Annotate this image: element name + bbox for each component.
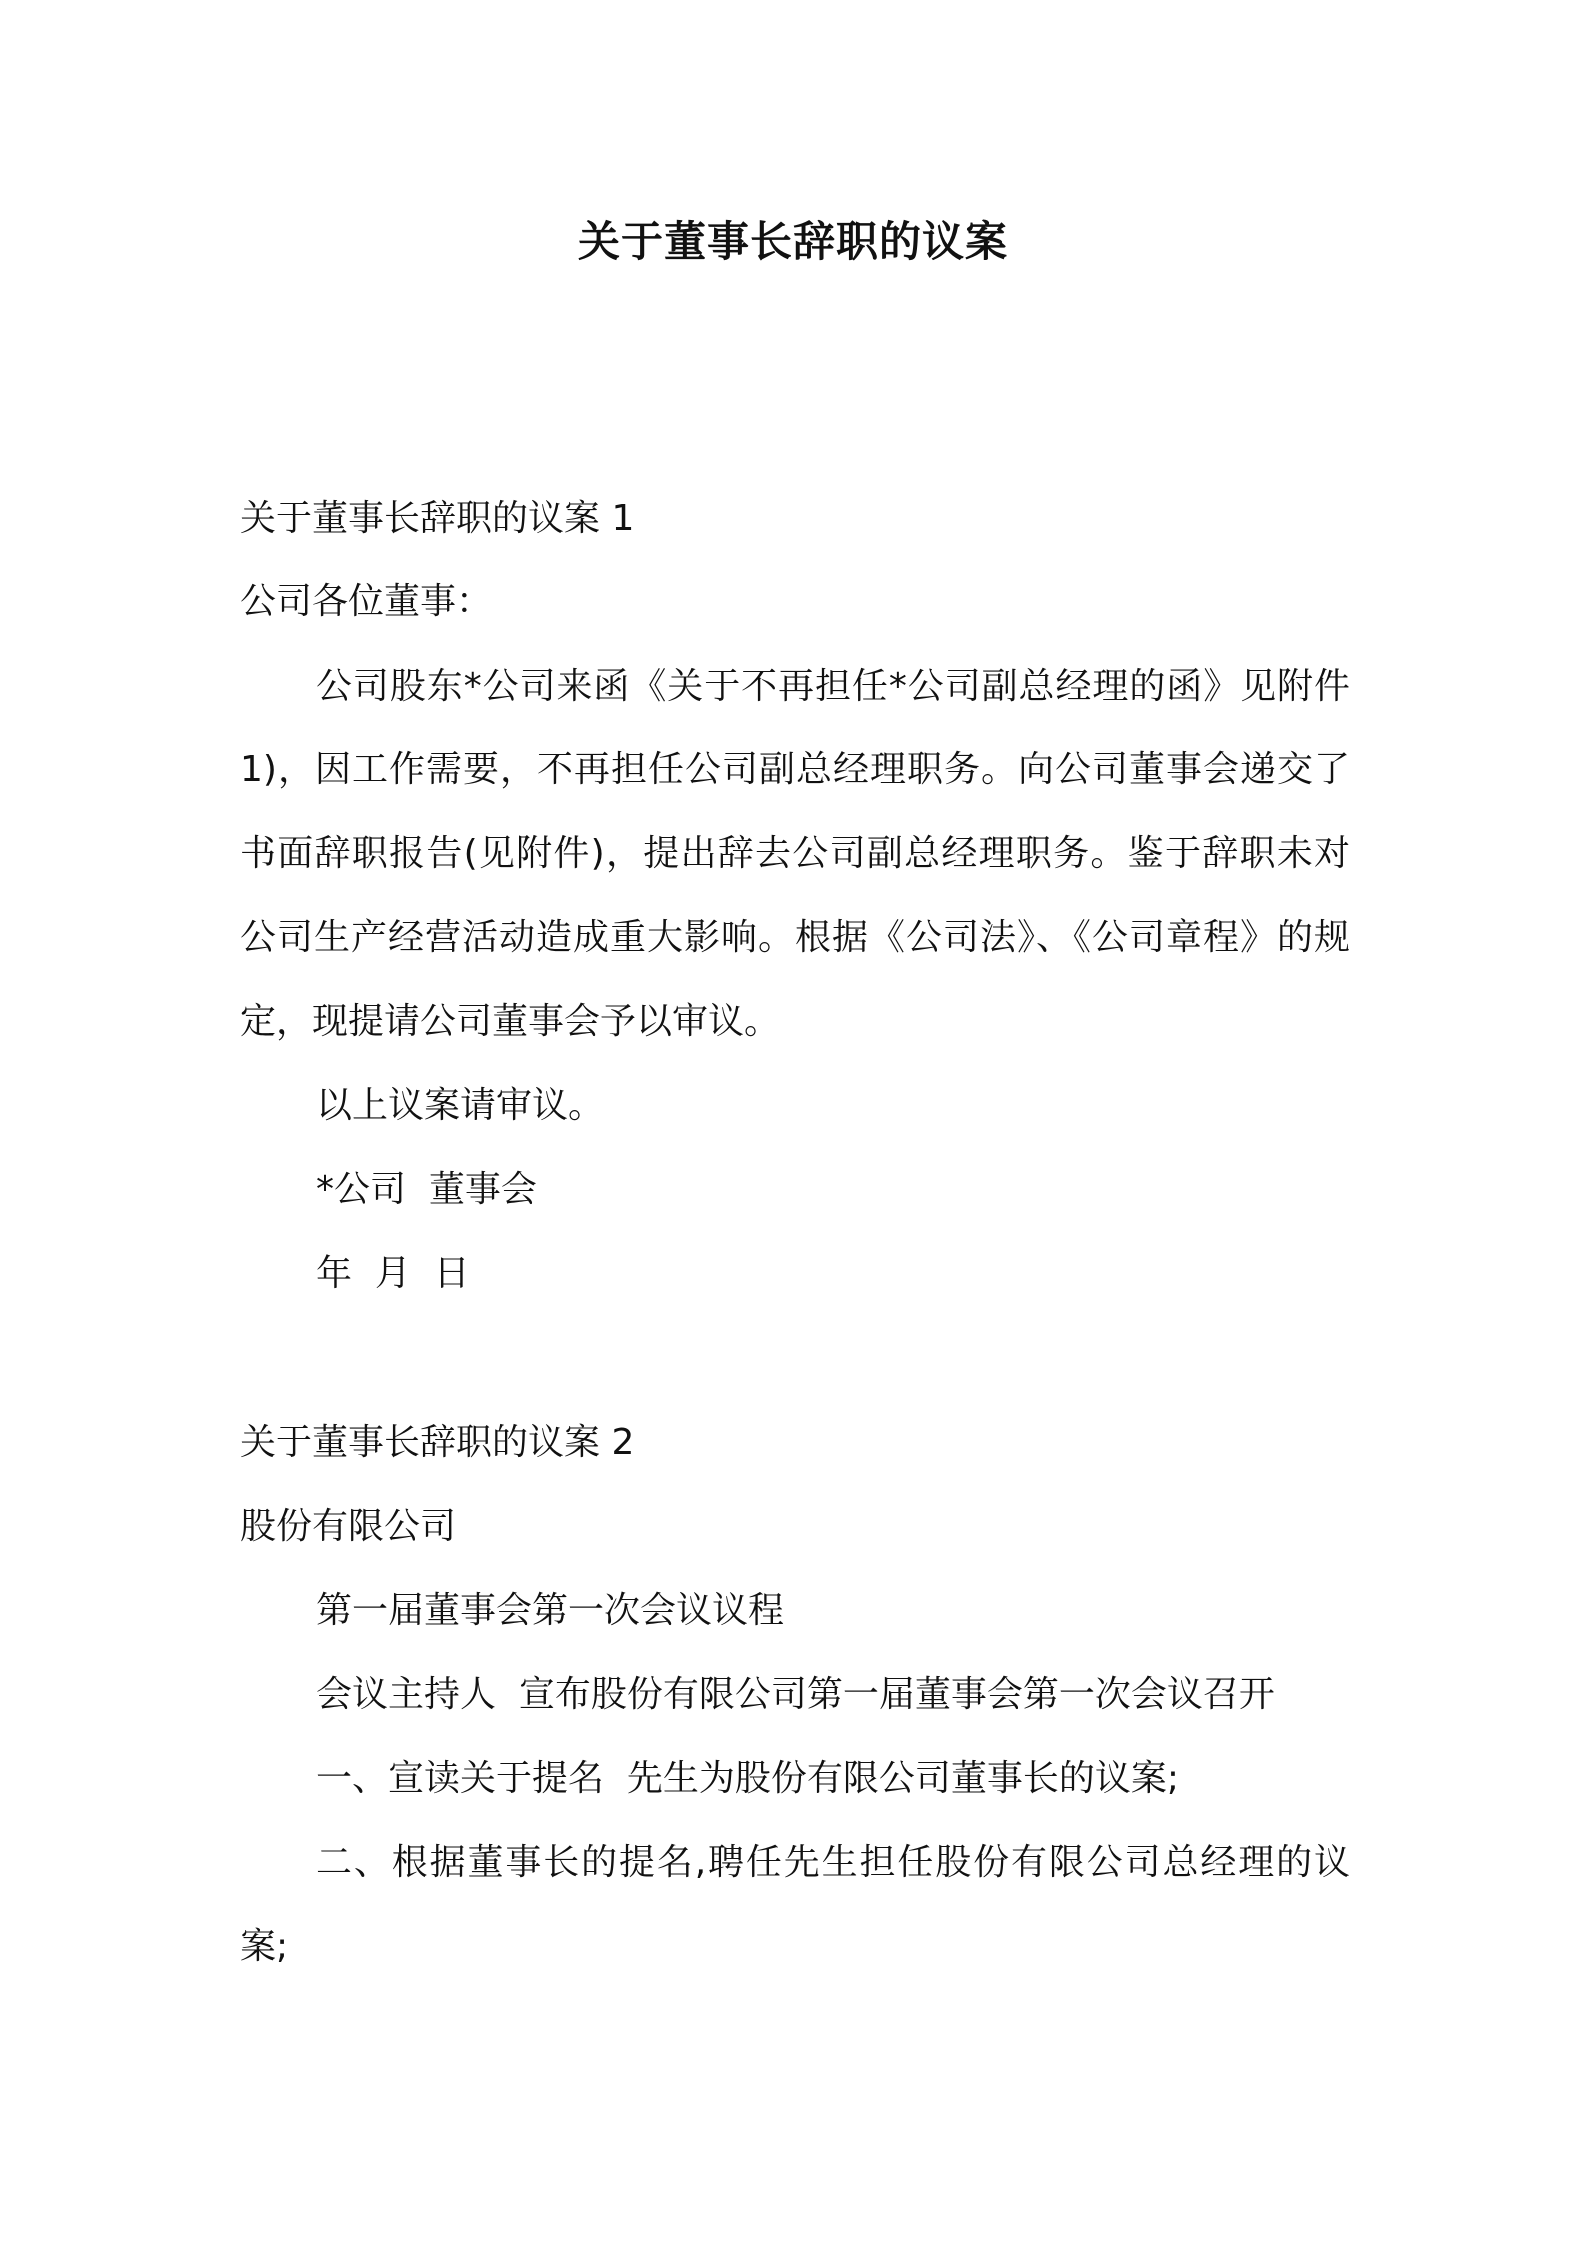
body-line-4: 公司生产经营活动造成重大影响。根据《公司法》、《公司章程》的规 — [240, 917, 1350, 958]
date-line: 年 月 日 — [316, 1253, 470, 1294]
company-line: 股份有限公司 — [240, 1506, 457, 1547]
agenda-item-2-line-1: 二、根据董事长的提名,聘任先生担任股份有限公司总经理的议 — [316, 1842, 1350, 1883]
section1-heading: 关于董事长辞职的议案 1 — [240, 498, 635, 539]
signature-line: *公司 董事会 — [316, 1169, 537, 1210]
agenda-item-1: 一、宣读关于提名 先生为股份有限公司董事长的议案; — [316, 1758, 1180, 1799]
salutation: 公司各位董事： — [240, 581, 493, 622]
section2-heading: 关于董事长辞职的议案 2 — [240, 1422, 635, 1463]
agenda-item-2-line-2: 案; — [240, 1926, 289, 1967]
body-line-2: 1)，因工作需要，不再担任公司副总经理职务。向公司董事会递交了 — [240, 749, 1350, 790]
body-line-3: 书面辞职报告(见附件)，提出辞去公司副总经理职务。鉴于辞职未对 — [240, 833, 1350, 874]
document-title: 关于董事长辞职的议案 — [577, 217, 1008, 266]
body-line-5: 定，现提请公司董事会予以审议。 — [240, 1001, 781, 1042]
host-line: 会议主持人 宣布股份有限公司第一届董事会第一次会议召开 — [316, 1674, 1275, 1715]
agenda-title: 第一届董事会第一次会议议程 — [316, 1590, 785, 1631]
body-line-1: 公司股东*公司来函《关于不再担任*公司副总经理的函》见附件 — [316, 666, 1350, 707]
closing-line: 以上议案请审议。 — [316, 1085, 605, 1126]
